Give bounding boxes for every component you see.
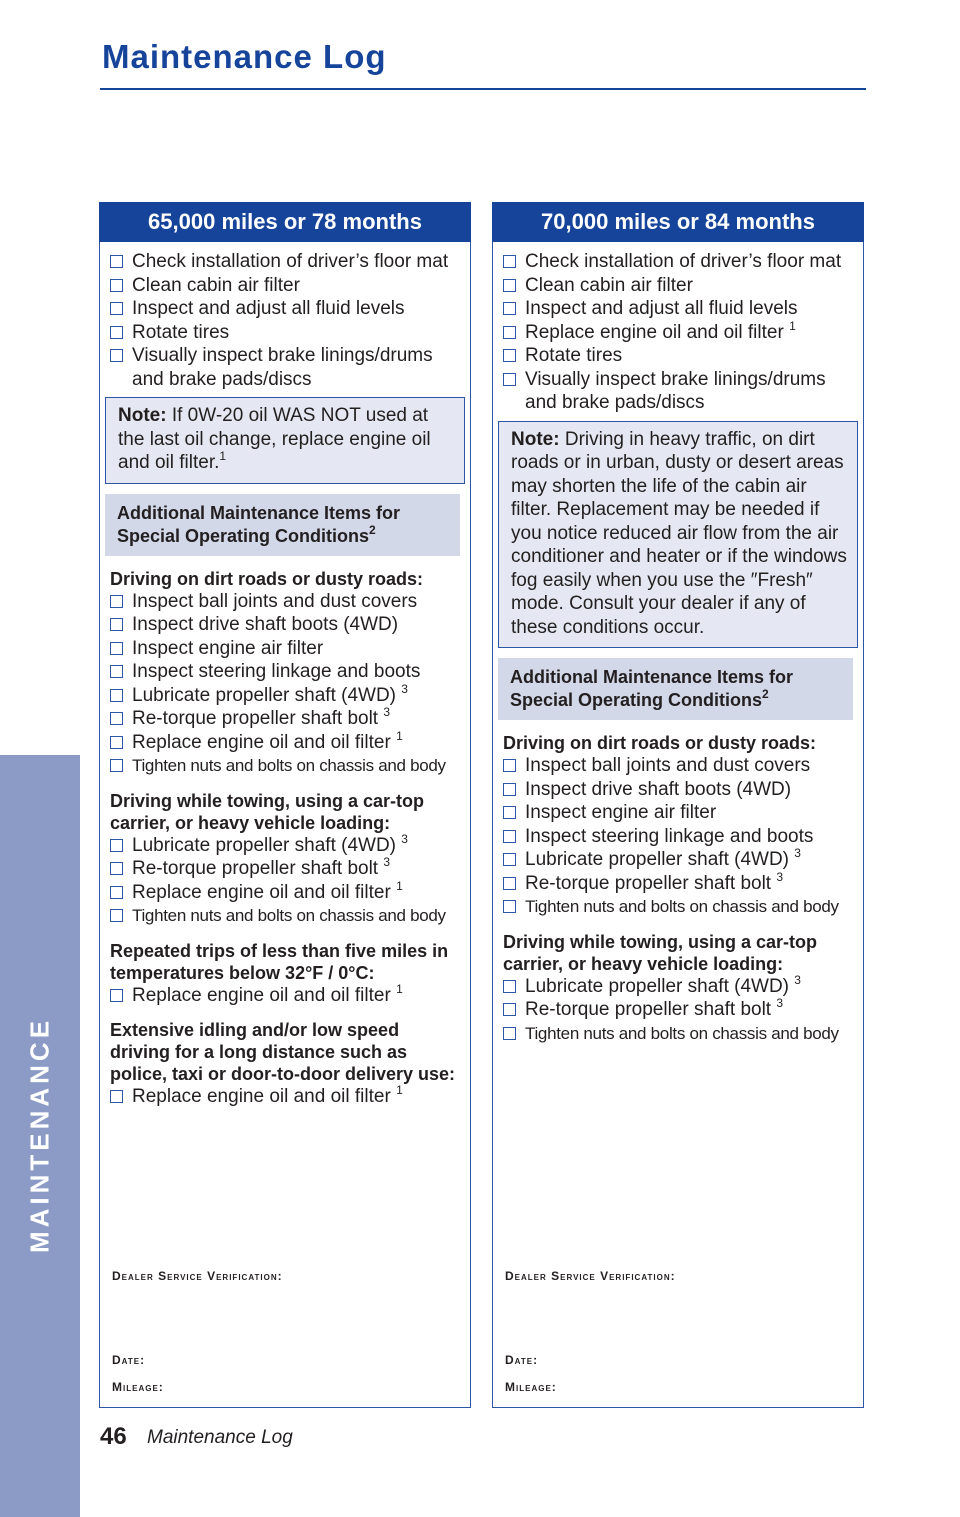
checklist-item (110, 1085, 462, 1109)
checklist-item-text: Lubricate propeller shaft (4WD) (132, 684, 396, 706)
checkbox[interactable] (110, 302, 123, 315)
special-conditions-title: Additional Maintenance Items for Special Operating Conditions (117, 502, 401, 546)
footnote-ref: 3 (383, 855, 391, 869)
checklist-item (503, 801, 855, 825)
checkbox[interactable] (110, 712, 123, 725)
checklist-item-text: Inspect engine air filter (525, 802, 717, 823)
checkbox[interactable] (503, 326, 516, 339)
special-conditions-title: Additional Maintenance Items for Special Operating Conditions (510, 667, 794, 710)
checkbox[interactable] (110, 989, 123, 1002)
checklist-item (110, 297, 462, 321)
checklist-item (110, 250, 462, 274)
checklist-item (503, 825, 855, 849)
date-label: Date: (505, 1353, 539, 1367)
column-header: 65,000 miles or 78 months (99, 202, 471, 242)
checkbox[interactable] (503, 1027, 516, 1040)
checklist-item (110, 321, 462, 345)
dealer-verification-label: Dealer Service Verification: (505, 1269, 676, 1283)
special-conditions-heading (105, 494, 460, 556)
service-checklist (503, 250, 855, 415)
checklist-item-text: Inspect ball joints and dust covers (132, 590, 418, 612)
checklist-item-text: Tighten nuts and bolts on chassis and body (525, 897, 839, 916)
checklist-item (503, 297, 855, 321)
checkbox[interactable] (503, 877, 516, 890)
checkbox[interactable] (110, 886, 123, 899)
checklist-item-text: Rotate tires (132, 321, 230, 343)
checkbox[interactable] (110, 665, 123, 678)
checklist-item (503, 1022, 855, 1046)
footnote-ref: 1 (396, 1083, 403, 1097)
note-text: Driving in heavy traffic, on dirt roads or in urban, dusty or desert areas may shorten the life of the cabin air filter. Replacement may be needed if you notice reduced air flow from the air conditioner and heater or if the windows fog easily when you use the ″Fresh″ mode. Consult your dealer if any of these conditions occur. (511, 428, 847, 638)
checklist-item (503, 754, 855, 778)
checklist-item-text: Inspect and adjust all fluid levels (525, 298, 798, 319)
checklist-item-text: Inspect steering linkage and boots (525, 825, 814, 847)
checklist-item-text: Tighten nuts and bolts on chassis and body (525, 1023, 839, 1043)
checklist-item-text: Clean cabin air filter (525, 274, 693, 296)
condition-checklist (503, 754, 855, 919)
checklist-item-text: Re-torque propeller shaft bolt (525, 872, 772, 894)
checkbox[interactable] (503, 373, 516, 386)
footnote-ref: 3 (794, 846, 801, 860)
footnote-ref: 3 (794, 972, 801, 987)
note-label: Note: (511, 428, 560, 450)
side-tab-label: MAINTENANCE (24, 1016, 55, 1254)
checklist-item-text: Replace engine oil and oil filter (525, 321, 784, 343)
checklist-item (110, 660, 462, 684)
condition-group-title: Repeated trips of less than five miles in temperatures below 32°F / 0°C: (110, 940, 449, 983)
footnote-ref: 2 (762, 687, 769, 701)
checkbox[interactable] (503, 980, 516, 993)
checklist-item-text: Lubricate propeller shaft (4WD) (132, 834, 396, 856)
checklist-item (110, 878, 462, 905)
special-conditions-groups (110, 568, 462, 1109)
checkbox[interactable] (110, 255, 123, 268)
condition-group-title: Driving while towing, using a car-top carrier, or heavy vehicle loading: (503, 931, 818, 974)
checkbox[interactable] (110, 279, 123, 292)
footnote-ref: 2 (369, 522, 376, 537)
footnote-ref: 1 (219, 449, 227, 463)
checklist-item-text: Check installation of driver’s floor mat (525, 251, 842, 272)
checklist-item (110, 904, 462, 928)
checklist-item (110, 274, 462, 298)
checklist-item-text: Inspect ball joints and dust covers (525, 755, 811, 776)
footnote-ref: 3 (401, 831, 408, 846)
footnote-ref: 3 (776, 996, 784, 1010)
mileage-label: Mileage: (505, 1380, 557, 1394)
checklist-item (110, 857, 462, 881)
dealer-verification-label: Dealer Service Verification: (112, 1269, 283, 1283)
checklist-item-text: Lubricate propeller shaft (4WD) (525, 975, 789, 997)
checklist-item-text: Tighten nuts and bolts on chassis and body (132, 756, 446, 775)
checkbox[interactable] (110, 642, 123, 655)
footnote-ref: 1 (396, 878, 403, 893)
log-column-70k (492, 202, 864, 1408)
checklist-item-text: Replace engine oil and oil filter (132, 1086, 391, 1107)
checkbox[interactable] (503, 302, 516, 315)
checklist-item (503, 274, 855, 298)
checklist-item (503, 869, 855, 896)
note-box (498, 421, 858, 649)
footnote-ref: 1 (396, 728, 403, 743)
note-label: Note: (118, 405, 167, 426)
checklist-item-text: Re-torque propeller shaft bolt (132, 708, 379, 729)
checklist-item-text: Re-torque propeller shaft bolt (132, 858, 379, 879)
checklist-item-text: Re-torque propeller shaft bolt (525, 999, 772, 1020)
checkbox[interactable] (110, 349, 123, 362)
note-text: If 0W-20 oil WAS NOT used at the last oil change, replace engine oil and oil filter. (118, 405, 431, 473)
checklist-item (503, 972, 855, 999)
date-label: Date: (112, 1353, 146, 1367)
checklist-item-text: Replace engine oil and oil filter (132, 984, 391, 1006)
checklist-item-text: Inspect and adjust all fluid levels (132, 298, 405, 319)
checklist-item (110, 981, 462, 1008)
checklist-item-text: Inspect drive shaft boots (4WD) (132, 614, 399, 635)
condition-checklist (110, 1085, 462, 1109)
condition-group-title: Driving on dirt roads or dusty roads: (503, 733, 817, 753)
checklist-item-text: Tighten nuts and bolts on chassis and body (132, 906, 446, 925)
checklist-item (110, 707, 462, 731)
mileage-label: Mileage: (112, 1380, 164, 1394)
checklist-item-text: Lubricate propeller shaft (4WD) (525, 849, 789, 870)
log-column-65k (99, 202, 471, 1408)
condition-checklist (110, 981, 462, 1008)
checkbox[interactable] (110, 1090, 123, 1103)
checklist-item (110, 831, 462, 858)
page-number: 46 (100, 1423, 127, 1450)
checklist-item (503, 848, 855, 872)
condition-group-title: Driving on dirt roads or dusty roads: (110, 568, 424, 589)
checklist-item-text: Inspect engine air filter (132, 637, 324, 659)
note-box (105, 397, 465, 484)
checklist-item (110, 344, 462, 391)
checklist-item (503, 368, 855, 415)
checkbox[interactable] (503, 349, 516, 362)
checklist-item (503, 344, 855, 368)
checklist-item (110, 613, 462, 637)
checkbox[interactable] (110, 839, 123, 852)
condition-checklist (110, 590, 462, 778)
checklist-item (110, 637, 462, 661)
condition-checklist (110, 831, 462, 928)
checkbox[interactable] (503, 900, 516, 913)
service-checklist (110, 250, 462, 391)
checklist-item-text: Visually inspect brake linings/drums and brake pads/discs (525, 368, 826, 413)
checklist-item (503, 895, 855, 919)
footnote-ref: 3 (776, 869, 784, 884)
condition-group-title: Extensive idling and/or low speed driving for a long distance such as police, taxi or door-to-door delivery use: (110, 1020, 456, 1084)
checkbox[interactable] (503, 1003, 516, 1016)
special-conditions-groups (503, 732, 855, 1045)
footnote-ref: 1 (789, 318, 796, 333)
checklist-item-text: Inspect steering linkage and boots (132, 661, 421, 682)
checklist-item (110, 681, 462, 708)
footnote-ref: 1 (396, 981, 403, 996)
condition-checklist (503, 972, 855, 1046)
checklist-item-text: Visually inspect brake linings/drums and brake pads/discs (132, 345, 433, 390)
checkbox[interactable] (110, 862, 123, 875)
condition-group-title: Driving while towing, using a car-top carrier, or heavy vehicle loading: (110, 790, 425, 833)
checkbox[interactable] (110, 736, 123, 749)
checklist-item (110, 754, 462, 778)
checkbox[interactable] (110, 759, 123, 772)
column-header: 70,000 miles or 84 months (492, 202, 864, 242)
checkbox[interactable] (503, 759, 516, 772)
checklist-item (110, 590, 462, 614)
page-title: Maintenance Log (102, 38, 387, 75)
checkbox[interactable] (110, 595, 123, 608)
checklist-item-text: Clean cabin air filter (132, 274, 300, 296)
checklist-item (503, 998, 855, 1022)
page-footer-label: Maintenance Log (147, 1427, 293, 1448)
checklist-item (503, 318, 855, 345)
checkbox[interactable] (110, 689, 123, 702)
checklist-item-text: Replace engine oil and oil filter (132, 731, 391, 753)
footnote-ref: 3 (401, 681, 408, 696)
checkbox[interactable] (503, 279, 516, 292)
title-rule (100, 88, 866, 90)
checkbox[interactable] (503, 853, 516, 866)
checkbox[interactable] (110, 909, 123, 922)
checkbox[interactable] (110, 618, 123, 631)
special-conditions-heading (498, 658, 853, 720)
checkbox[interactable] (503, 255, 516, 268)
footnote-ref: 3 (383, 705, 391, 719)
checklist-item-text: Inspect drive shaft boots (4WD) (525, 778, 792, 800)
checklist-item (503, 250, 855, 274)
checkbox[interactable] (110, 326, 123, 339)
checklist-item (110, 728, 462, 755)
checklist-item-text: Replace engine oil and oil filter (132, 881, 391, 903)
checkbox[interactable] (503, 783, 516, 796)
checklist-item-text: Check installation of driver’s floor mat (132, 251, 449, 272)
checklist-item (503, 778, 855, 802)
checkbox[interactable] (503, 830, 516, 843)
checklist-item-text: Rotate tires (525, 345, 623, 366)
checkbox[interactable] (503, 806, 516, 819)
